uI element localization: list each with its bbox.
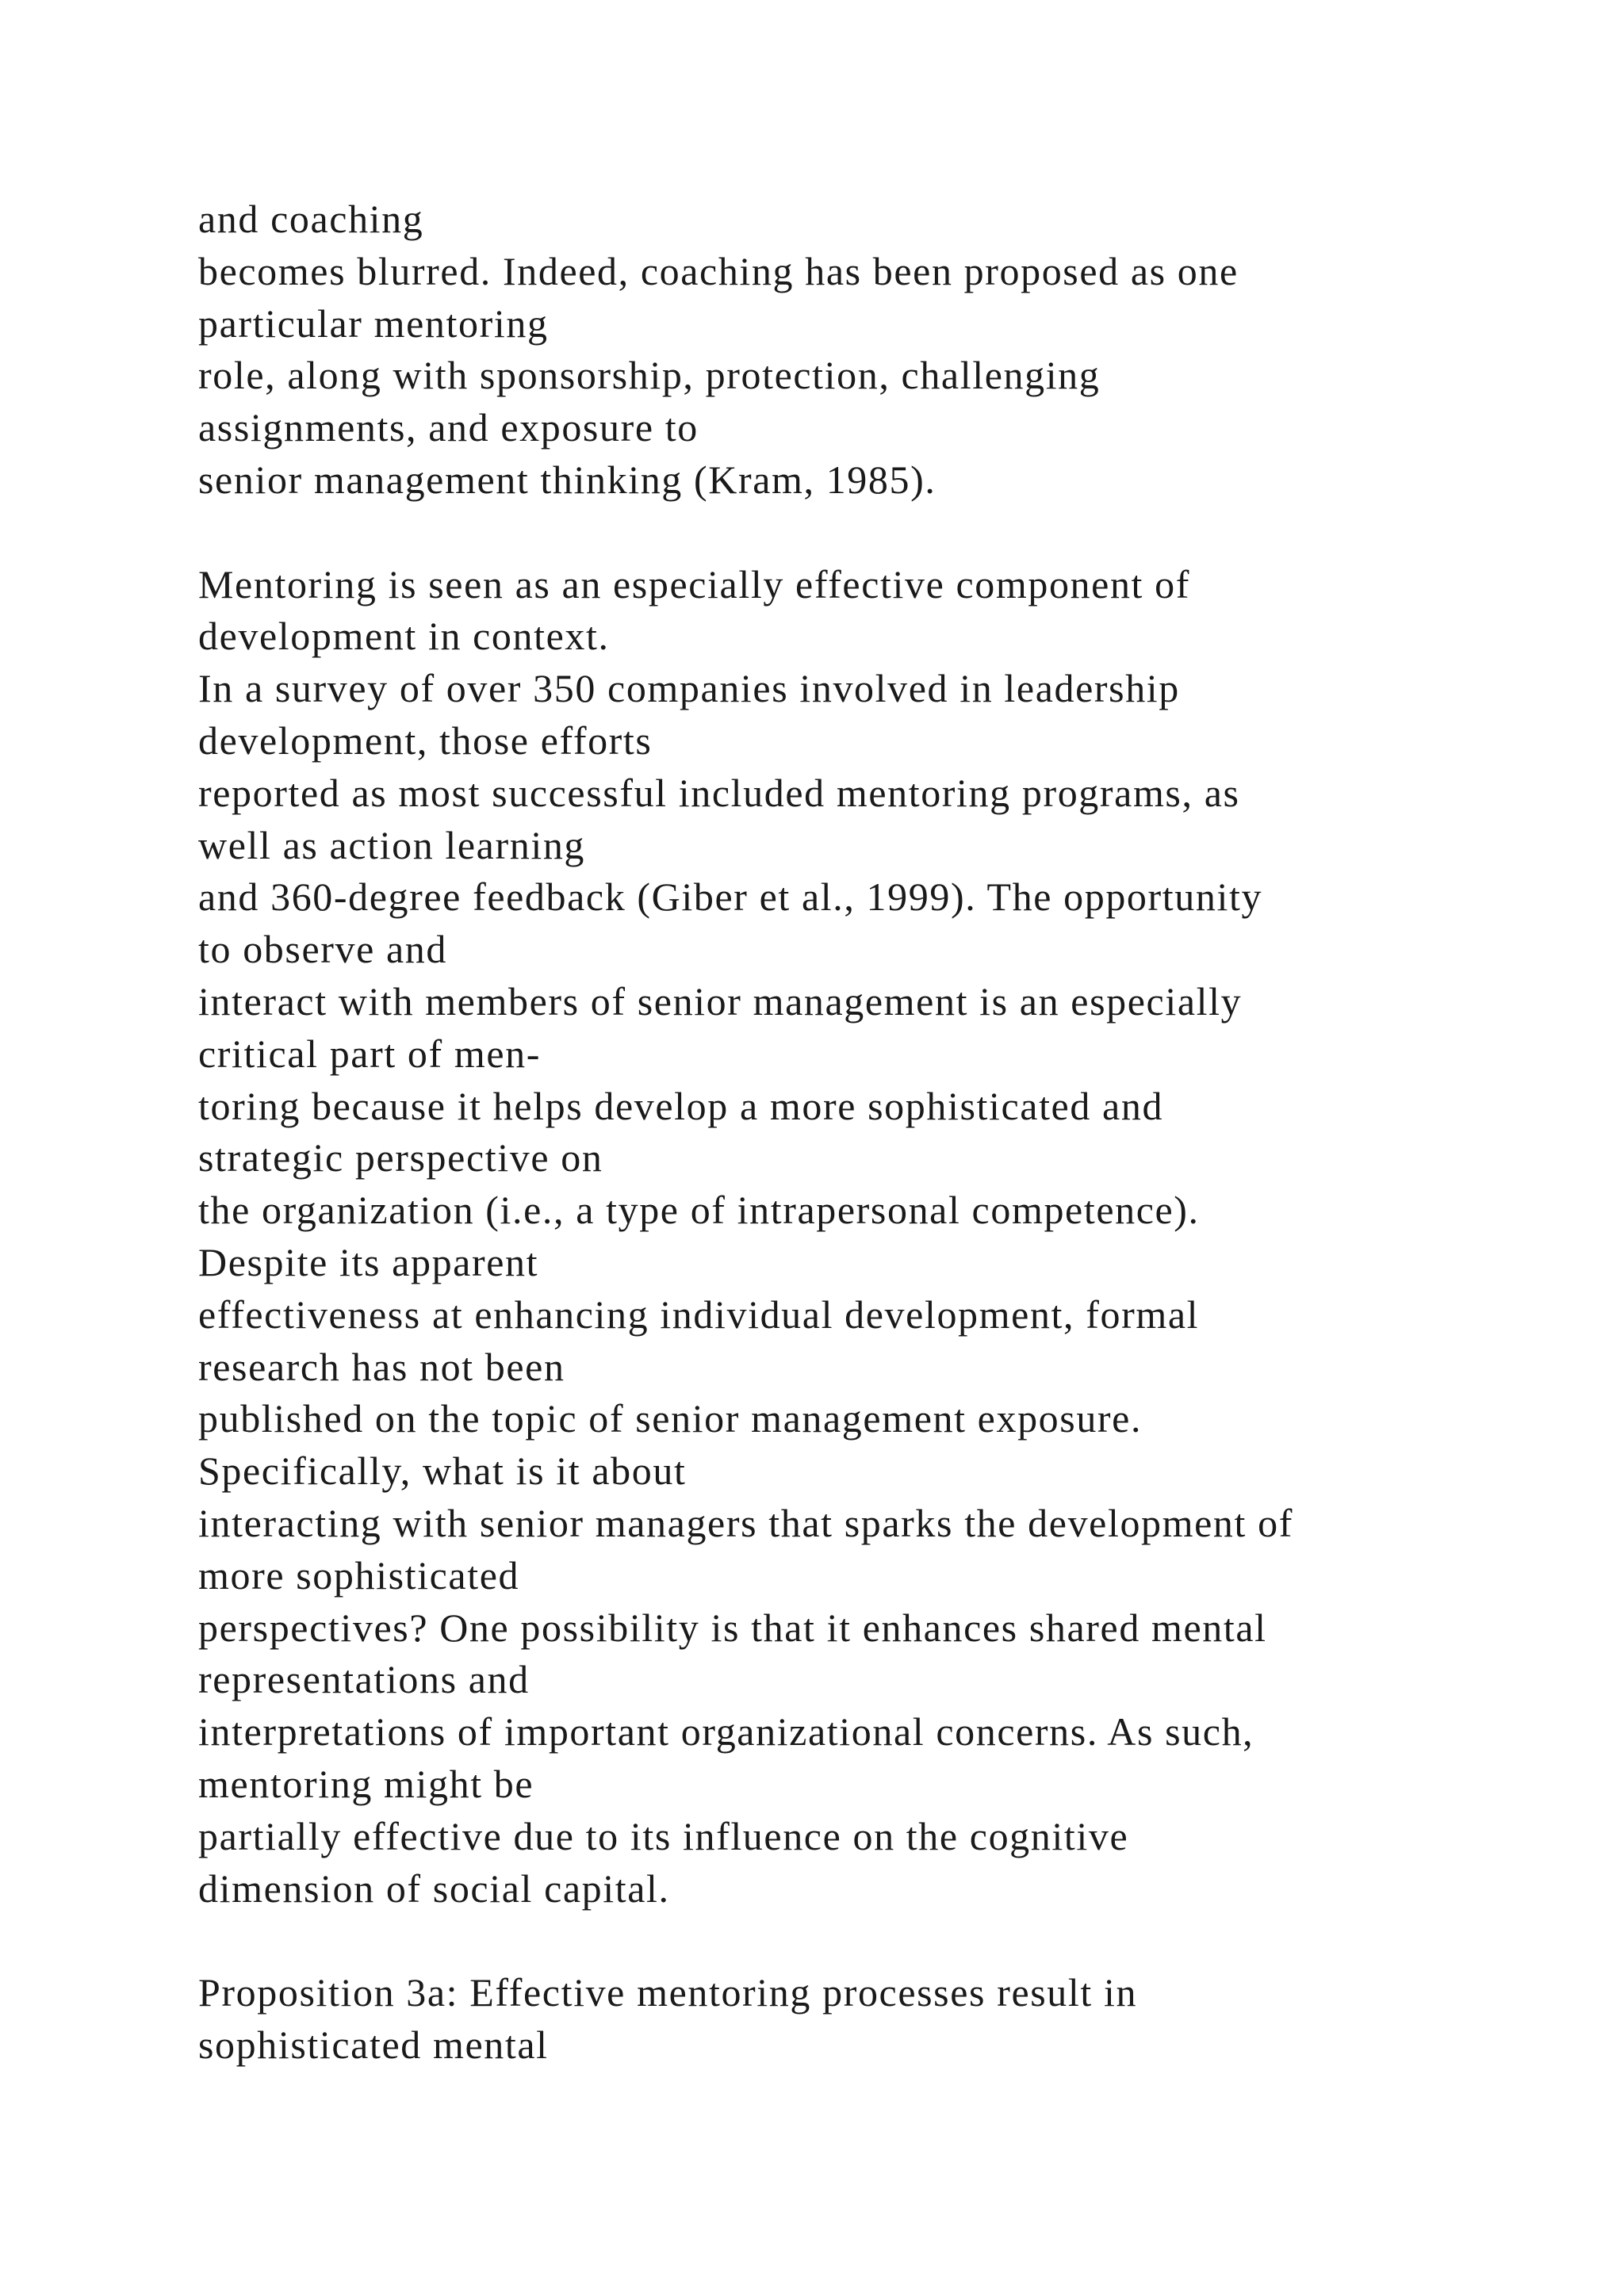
text-line: mentoring might be	[198, 1761, 534, 1806]
text-line: the organization (i.e., a type of intrapersonal competence).	[198, 1188, 1200, 1233]
text-line: role, along with sponsorship, protection, challenging	[198, 353, 1101, 398]
text-line: and 360-degree feedback (Giber et al., 1999). The opportunity	[198, 874, 1263, 920]
text-line: interpretations of important organizational concerns. As such,	[198, 1709, 1254, 1755]
text-line: research has not been	[198, 1344, 565, 1389]
text-line: reported as most successful included mentoring programs, as	[198, 770, 1240, 815]
text-line: strategic perspective on	[198, 1135, 603, 1181]
text-line: more sophisticated	[198, 1552, 520, 1598]
text-line: development, those efforts	[198, 718, 653, 763]
text-line: well as action learning	[198, 822, 586, 867]
text-line: and coaching	[198, 197, 424, 241]
text-line: perspectives? One possibility is that it enhances shared mental	[198, 1605, 1267, 1650]
text-line: particular mentoring	[198, 300, 549, 346]
text-line: development in context.	[198, 614, 610, 659]
text-line: becomes blurred. Indeed, coaching has been proposed as one	[198, 248, 1239, 293]
text-line: senior management thinking (Kram, 1985).	[198, 457, 936, 502]
text-line: Proposition 3a: Effective mentoring processes result in	[198, 1970, 1138, 2015]
paragraph-break	[198, 507, 1546, 559]
text-line: published on the topic of senior management exposure.	[198, 1396, 1143, 1441]
text-line: toring because it helps develop a more sophisticated and	[198, 1083, 1164, 1128]
text-line: interacting with senior managers that sparks the development of	[198, 1500, 1293, 1545]
paragraph-break	[198, 1915, 1546, 1967]
text-line: Despite its apparent	[198, 1239, 539, 1284]
text-line: sophisticated mental	[198, 2022, 549, 2067]
text-line: to observe and	[198, 927, 447, 972]
text-line: effectiveness at enhancing individual development, formal	[198, 1292, 1200, 1337]
text-line: Specifically, what is it about	[198, 1448, 687, 1494]
text-line: assignments, and exposure to	[198, 405, 699, 450]
text-line: In a survey of over 350 companies involved in leadership	[198, 666, 1180, 711]
text-line: interact with members of senior management is an especially	[198, 978, 1243, 1024]
text-line: partially effective due to its influence on the cognitive	[198, 1813, 1129, 1858]
text-line: dimension of social capital.	[198, 1866, 670, 1911]
text-line: representations and	[198, 1657, 530, 1702]
body-text	[198, 193, 1546, 2072]
text-line: Mentoring is seen as an especially effective component of	[198, 561, 1190, 607]
text-line: critical part of men-	[198, 1031, 542, 1076]
